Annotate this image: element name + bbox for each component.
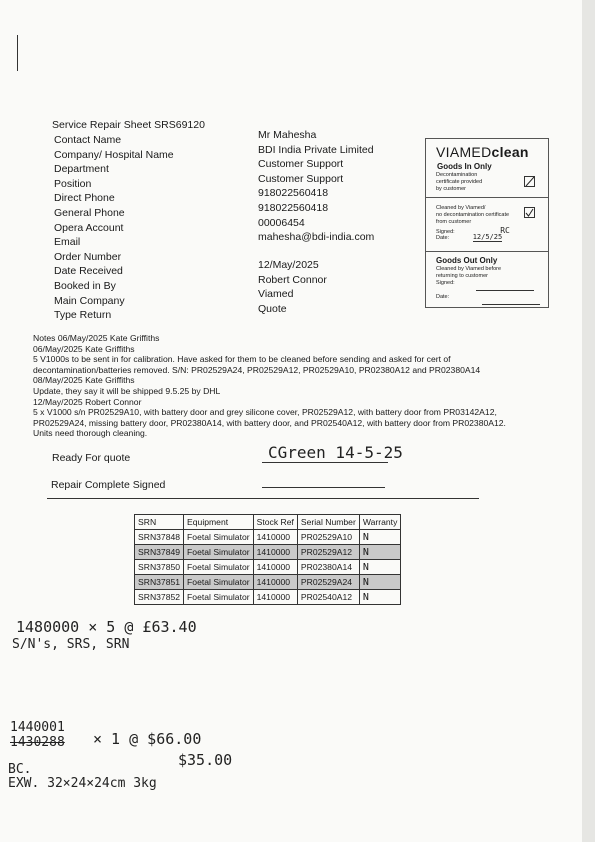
label-booked-in-by: Booked in By	[54, 279, 116, 292]
cell-srn: SRN37850	[135, 560, 184, 575]
cell-srn: SRN37848	[135, 530, 184, 545]
table-row	[135, 590, 401, 605]
label-type-return: Type Return	[54, 309, 112, 322]
box-divider	[426, 197, 548, 198]
page-edge-shadow	[582, 0, 595, 842]
cell-serial: PR02529A24	[297, 575, 359, 590]
note-line: decontamination/batteries removed. S/N: PR02529A24, PR02529A12, PR02529A10, PR02380A12 and PR02380A14	[33, 364, 481, 375]
handwritten-line-6: EXW. 32×24×24cm 3kg	[8, 776, 157, 791]
sheet-title: Service Repair Sheet SRS69120	[52, 119, 205, 131]
value-booked-in-by: Robert Connor	[258, 273, 327, 286]
notes-section	[33, 333, 578, 439]
label-company: Company/ Hospital Name	[54, 148, 174, 161]
label-email: Email	[54, 236, 81, 249]
column-header: Serial Number	[297, 515, 359, 530]
label-opera-account: Opera Account	[54, 221, 124, 234]
section-divider	[47, 498, 479, 499]
cell-srn: SRN37851	[135, 575, 184, 590]
note-line: 5 V1000s to be sent in for calibration. Have asked for them to be cleaned before sending and asked for cert of	[33, 354, 451, 365]
cell-equipment: Foetal Simulator	[184, 575, 254, 590]
date-row: Date: 12/5/25	[436, 233, 503, 241]
value-date-received: 12/May/2025	[258, 259, 319, 271]
cell-equipment: Foetal Simulator	[184, 590, 254, 605]
cell-serial: PR02529A12	[297, 545, 359, 560]
cell-equipment: Foetal Simulator	[184, 545, 254, 560]
signed-initials: RC	[500, 226, 510, 235]
table-row	[135, 560, 401, 575]
column-header: SRN	[135, 515, 184, 530]
note-line: 06/May/2025 Kate Griffiths	[33, 343, 135, 354]
value-contact-name: Mr Mahesha	[258, 129, 317, 141]
cell-srn: SRN37852	[135, 590, 184, 605]
signed-date: 12/5/25	[472, 233, 503, 241]
cell-srn: SRN37849	[135, 545, 184, 560]
cell-equipment: Foetal Simulator	[184, 530, 254, 545]
margin-mark	[17, 35, 18, 71]
goods-in-text: Decontamination certificate provided by customer	[436, 172, 483, 192]
cell-serial: PR02380A14	[297, 560, 359, 575]
goods-out-text: Cleaned by Viamed before returning to customer Signed: Date:	[436, 266, 548, 308]
note-line: 5 x V1000 s/n PR02529A10, with battery door and grey silicone cover, PR02529A12, with battery door from PR03142A12,	[33, 407, 497, 418]
cell-stock-ref: 1410000	[253, 560, 297, 575]
tick-icon	[525, 208, 534, 217]
cross-icon	[525, 177, 534, 186]
ready-for-quote-label: Ready For quote	[52, 452, 131, 464]
cell-stock-ref: 1410000	[253, 575, 297, 590]
cell-warranty: N	[359, 545, 401, 560]
viamed-clean-logo: VIAMEDclean	[436, 144, 529, 160]
cell-stock-ref: 1410000	[253, 590, 297, 605]
label-main-company: Main Company	[54, 294, 125, 307]
field-values	[258, 128, 374, 245]
table-header-row	[135, 515, 401, 530]
table-row	[135, 545, 401, 560]
value-company: BDI India Private Limited	[258, 143, 374, 156]
cell-warranty: N	[359, 590, 401, 605]
value-position: Customer Support	[258, 172, 344, 185]
label-contact-name: Contact Name	[54, 134, 122, 146]
column-header: Warranty	[359, 515, 401, 530]
field-values-lower	[258, 258, 327, 316]
value-opera-account: 00006454	[258, 216, 305, 229]
field-labels	[54, 133, 174, 323]
viamed-clean-box	[425, 138, 549, 308]
value-department: Customer Support	[258, 158, 344, 171]
handwritten-line-3a: 1440001	[10, 720, 65, 735]
decontamination-certificate-checkbox[interactable]	[524, 176, 535, 187]
note-line: Units need thorough cleaning.	[33, 428, 148, 439]
handwritten-line-4: $35.00	[178, 751, 233, 769]
table-row	[135, 530, 401, 545]
cleaned-text: Cleaned by Viamed/ no decontamination certificate from customer	[436, 205, 510, 225]
cell-equipment: Foetal Simulator	[184, 560, 254, 575]
handwritten-line-3c: × 1 @ $66.00	[93, 730, 202, 748]
cell-warranty: N	[359, 575, 401, 590]
box-divider	[426, 251, 548, 252]
note-line: 12/May/2025 Robert Connor	[33, 396, 142, 407]
note-line: Update, they say it will be shipped 9.5.25 by DHL	[33, 385, 221, 396]
value-email: mahesha@bdi-india.com	[258, 231, 375, 244]
label-position: Position	[54, 177, 92, 190]
ready-for-quote-signature: CGreen 14-5-25	[268, 443, 403, 462]
cell-stock-ref: 1410000	[253, 530, 297, 545]
value-main-company: Viamed	[258, 288, 294, 301]
signed-row: Signed: RC	[436, 226, 510, 235]
handwritten-line-3b: 1430288	[10, 735, 65, 750]
handwritten-line-5: BC.	[8, 762, 32, 777]
column-header: Equipment	[184, 515, 254, 530]
note-line: Notes 06/May/2025 Kate Griffiths	[33, 333, 160, 343]
note-line: PR02529A24, missing battery door, PR02380A14, with battery door, and PR02540A12, with battery door from PR02380A12.	[33, 417, 506, 428]
label-general-phone: General Phone	[54, 206, 125, 219]
cell-warranty: N	[359, 530, 401, 545]
signature-line	[262, 487, 385, 488]
value-direct-phone: 918022560418	[258, 187, 329, 200]
repair-complete-label: Repair Complete Signed	[51, 479, 166, 491]
cell-serial: PR02540A12	[297, 590, 359, 605]
cell-warranty: N	[359, 560, 401, 575]
label-department: Department	[54, 163, 109, 176]
cell-stock-ref: 1410000	[253, 545, 297, 560]
label-order-number: Order Number	[54, 250, 122, 263]
label-date-received: Date Received	[54, 265, 123, 278]
handwritten-line-2: S/N's, SRS, SRN	[12, 637, 130, 652]
value-general-phone: 918022560418	[258, 201, 329, 214]
table-row	[135, 575, 401, 590]
equipment-table	[134, 514, 401, 605]
goods-in-title: Goods In Only	[437, 162, 492, 171]
goods-out-title: Goods Out Only	[436, 256, 498, 265]
label-direct-phone: Direct Phone	[54, 192, 115, 205]
cell-serial: PR02529A10	[297, 530, 359, 545]
handwritten-line-1: 1480000 × 5 @ £63.40	[16, 618, 197, 636]
note-line: 08/May/2025 Kate Griffiths	[33, 375, 135, 386]
cleaned-by-viamed-checkbox[interactable]	[524, 207, 535, 218]
signature-line	[262, 462, 388, 463]
value-type-return: Quote	[258, 302, 287, 315]
column-header: Stock Ref	[253, 515, 297, 530]
